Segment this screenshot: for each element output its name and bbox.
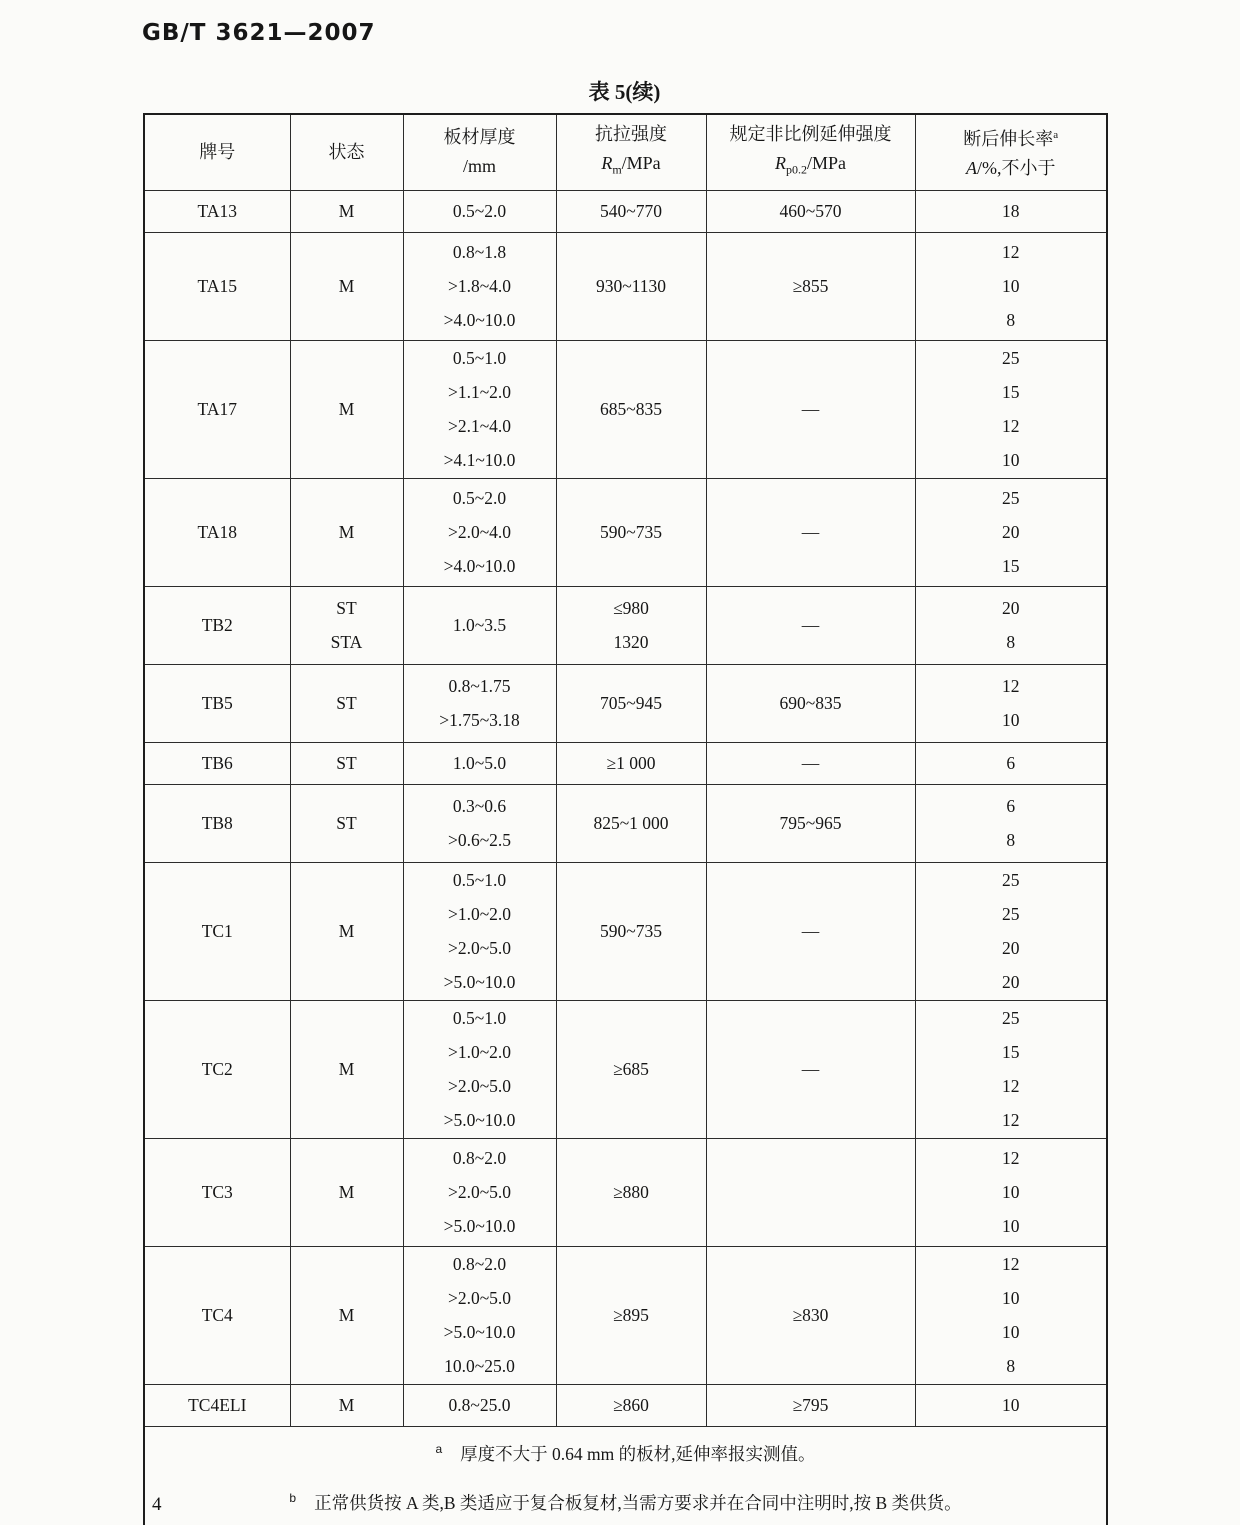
state-cell: M — [290, 1138, 403, 1246]
thickness-cell: 0.8~2.0 >2.0~5.0 >5.0~10.0 10.0~25.0 — [403, 1246, 556, 1384]
tensile-strength-cell: ≤980 1320 — [556, 586, 706, 664]
elongation-cell: 20 8 — [915, 586, 1107, 664]
elongation-cell: 12 10 10 — [915, 1138, 1107, 1246]
page-number: 4 — [152, 1494, 162, 1515]
table-row — [144, 586, 1107, 664]
tensile-strength-cell: 825~1 000 — [556, 784, 706, 862]
state-cell: M — [290, 1000, 403, 1138]
elongation-cell: 25 15 12 10 — [915, 340, 1107, 478]
tensile-strength-cell: 930~1130 — [556, 232, 706, 340]
grade-cell: TC2 — [144, 1000, 290, 1138]
grade-cell: TC1 — [144, 862, 290, 1000]
spec-table-header — [144, 114, 1107, 190]
thickness-cell: 0.8~1.75 >1.75~3.18 — [403, 664, 556, 742]
tensile-strength-cell: 590~735 — [556, 862, 706, 1000]
proof-strength-cell: — — [706, 478, 915, 586]
tensile-strength-cell: 705~945 — [556, 664, 706, 742]
tensile-strength-cell: ≥1 000 — [556, 742, 706, 784]
thickness-cell: 0.8~2.0 >2.0~5.0 >5.0~10.0 — [403, 1138, 556, 1246]
thickness-cell: 0.3~0.6 >0.6~2.5 — [403, 784, 556, 862]
state-cell: M — [290, 1246, 403, 1384]
proof-strength-cell: — — [706, 1000, 915, 1138]
proof-strength-cell: ≥855 — [706, 232, 915, 340]
elongation-cell: 6 — [915, 742, 1107, 784]
state-cell: M — [290, 1384, 403, 1426]
elongation-cell: 10 — [915, 1384, 1107, 1426]
proof-strength-cell: 795~965 — [706, 784, 915, 862]
grade-cell: TB5 — [144, 664, 290, 742]
thickness-cell: 0.8~1.8 >1.8~4.0 >4.0~10.0 — [403, 232, 556, 340]
grade-cell: TA13 — [144, 190, 290, 232]
elongation-cell: 18 — [915, 190, 1107, 232]
footnote-cell — [144, 1426, 1107, 1525]
tensile-strength-cell: ≥880 — [556, 1138, 706, 1246]
tensile-strength-cell: ≥895 — [556, 1246, 706, 1384]
state-cell: M — [290, 478, 403, 586]
elongation-cell: 25 25 20 20 — [915, 862, 1107, 1000]
grade-cell: TA15 — [144, 232, 290, 340]
proof-strength-cell: — — [706, 586, 915, 664]
table-row — [144, 742, 1107, 784]
proof-strength-cell: ≥830 — [706, 1246, 915, 1384]
state-cell: ST — [290, 664, 403, 742]
elongation-cell: 25 15 12 12 — [915, 1000, 1107, 1138]
state-cell: M — [290, 190, 403, 232]
spec-table-body — [144, 190, 1107, 1426]
grade-cell: TC3 — [144, 1138, 290, 1246]
proof-strength-cell: — — [706, 340, 915, 478]
grade-cell: TA17 — [144, 340, 290, 478]
proof-strength-cell: ≥795 — [706, 1384, 915, 1426]
table-row — [144, 190, 1107, 232]
thickness-cell: 0.5~1.0 >1.0~2.0 >2.0~5.0 >5.0~10.0 — [403, 1000, 556, 1138]
table-row — [144, 1138, 1107, 1246]
thickness-cell: 0.5~2.0 >2.0~4.0 >4.0~10.0 — [403, 478, 556, 586]
table-row — [144, 232, 1107, 340]
tensile-strength-cell: 590~735 — [556, 478, 706, 586]
grade-cell: TB6 — [144, 742, 290, 784]
thickness-cell: 0.8~25.0 — [403, 1384, 556, 1426]
table-row — [144, 478, 1107, 586]
tensile-strength-cell: ≥860 — [556, 1384, 706, 1426]
table-row — [144, 862, 1107, 1000]
grade-cell: TC4ELI — [144, 1384, 290, 1426]
table-row — [144, 1000, 1107, 1138]
spec-table-footnotes — [144, 1426, 1107, 1525]
elongation-cell: 12 10 8 — [915, 232, 1107, 340]
state-cell: M — [290, 340, 403, 478]
thickness-cell: 0.5~1.0 >1.1~2.0 >2.1~4.0 >4.1~10.0 — [403, 340, 556, 478]
state-cell: ST — [290, 784, 403, 862]
elongation-cell: 25 20 15 — [915, 478, 1107, 586]
grade-cell: TA18 — [144, 478, 290, 586]
footnote-b: $^b$ 正常供货按 A 类,B 类适应于复合板复材,当需方要求并在合同中注明时,按 B 类供货。 — [289, 1491, 962, 1514]
tensile-strength-cell: 540~770 — [556, 190, 706, 232]
col-header-thickness: 板材厚度 /mm — [403, 114, 556, 190]
col-header-elongation: 断后伸长率$^a$ A/%,不小于 — [915, 114, 1107, 190]
table-row — [144, 340, 1107, 478]
col-header-tensile-strength: 抗拉强度 $R_m$/MPa — [556, 114, 706, 190]
proof-strength-cell — [706, 1138, 915, 1246]
table-title: 表 5(续) — [588, 80, 661, 104]
grade-cell: TB2 — [144, 586, 290, 664]
elongation-cell: 6 8 — [915, 784, 1107, 862]
table-row — [144, 1246, 1107, 1384]
elongation-cell: 12 10 10 8 — [915, 1246, 1107, 1384]
col-header-proof-strength: 规定非比例延伸强度 $R_{p0.2}$/MPa — [706, 114, 915, 190]
footnote-a: $^a$ 厚度不大于 0.64 mm 的板材,延伸率报实测值。 — [435, 1441, 816, 1464]
header-row — [144, 114, 1107, 190]
tensile-strength-cell: 685~835 — [556, 340, 706, 478]
proof-strength-cell: — — [706, 742, 915, 784]
proof-strength-cell: — — [706, 862, 915, 1000]
tensile-strength-cell: ≥685 — [556, 1000, 706, 1138]
proof-strength-cell: 690~835 — [706, 664, 915, 742]
footnote-row — [144, 1426, 1107, 1525]
grade-cell: TC4 — [144, 1246, 290, 1384]
proof-strength-cell: 460~570 — [706, 190, 915, 232]
table-row — [144, 784, 1107, 862]
table-row — [144, 1384, 1107, 1426]
thickness-cell: 1.0~5.0 — [403, 742, 556, 784]
state-cell: M — [290, 232, 403, 340]
thickness-cell: 1.0~3.5 — [403, 586, 556, 664]
state-cell: M — [290, 862, 403, 1000]
standard-number: GB/T 3621—2007 — [142, 20, 376, 46]
state-cell: ST — [290, 742, 403, 784]
state-cell: ST STA — [290, 586, 403, 664]
col-header-state: 状态 — [290, 114, 403, 190]
spec-table — [143, 113, 1108, 1525]
elongation-cell: 12 10 — [915, 664, 1107, 742]
thickness-cell: 0.5~2.0 — [403, 190, 556, 232]
col-header-grade: 牌号 — [144, 114, 290, 190]
grade-cell: TB8 — [144, 784, 290, 862]
thickness-cell: 0.5~1.0 >1.0~2.0 >2.0~5.0 >5.0~10.0 — [403, 862, 556, 1000]
table-row — [144, 664, 1107, 742]
